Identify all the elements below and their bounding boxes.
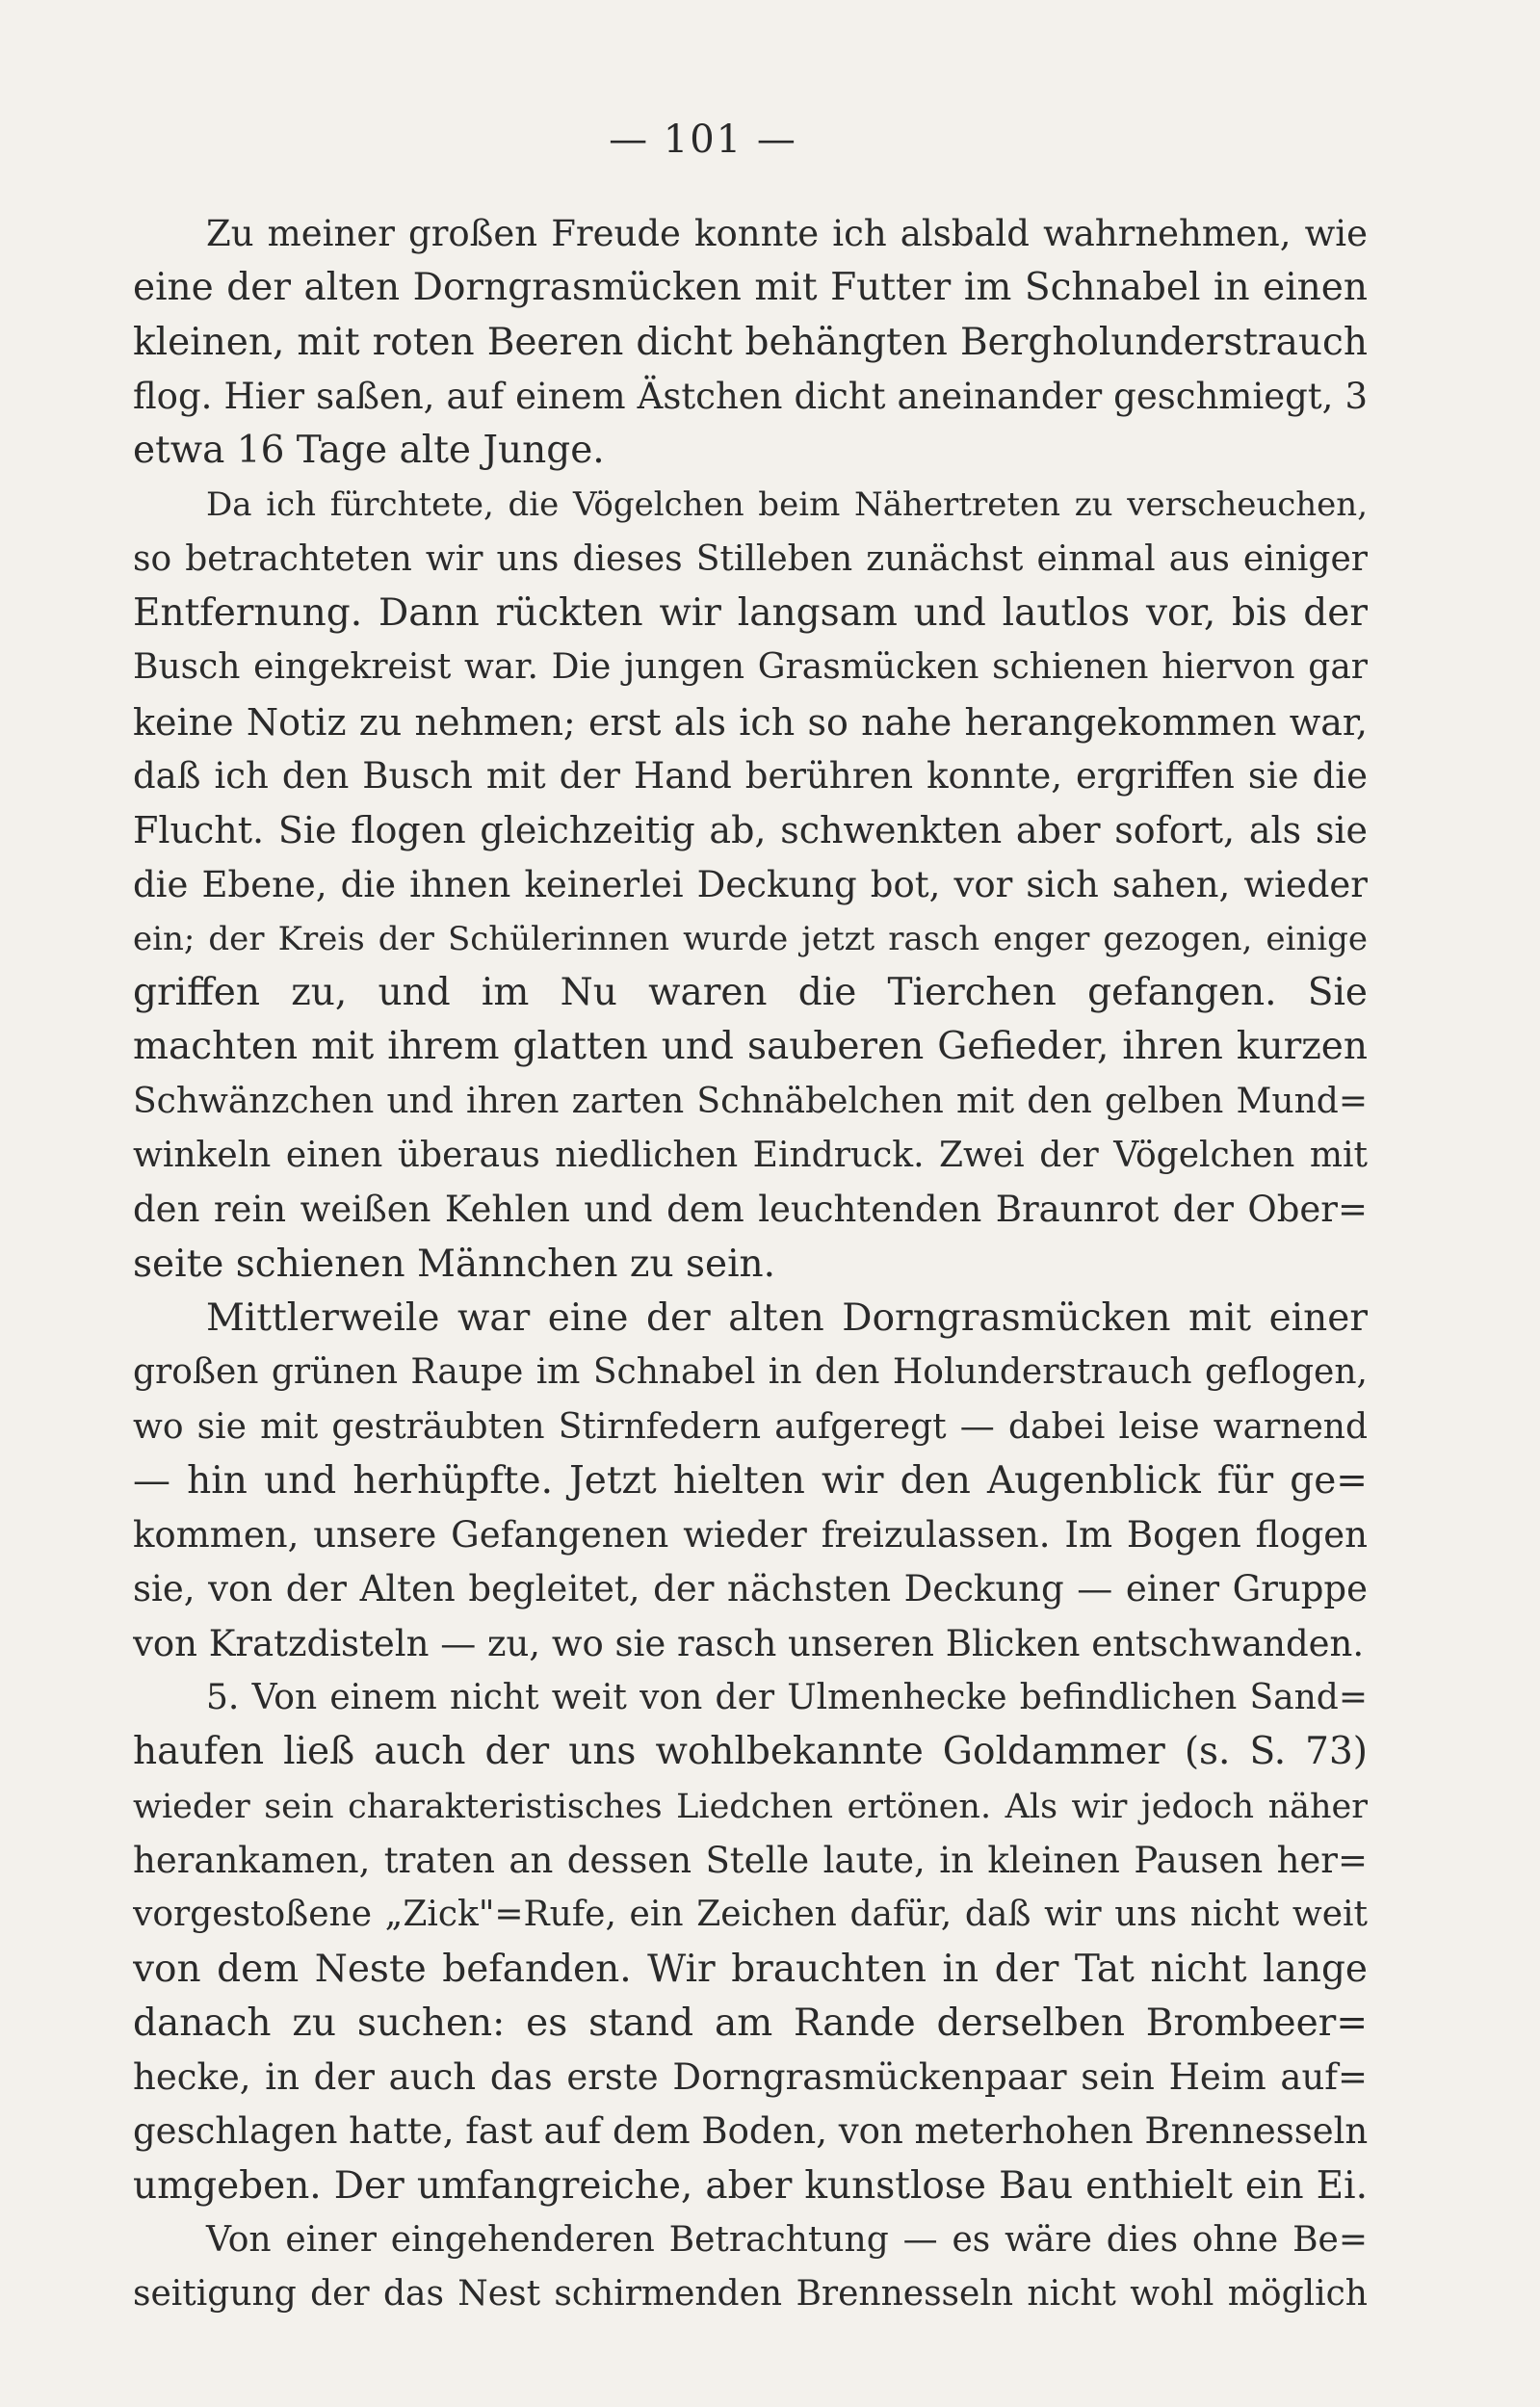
text-line: seite schienen Männchen zu sein. (133, 1242, 776, 1286)
text-line: ein; der Kreis der Schülerinnen wurde jetzt rasch enger gezogen, einige (133, 919, 1368, 958)
text-line: den rein weißen Kehlen und dem leuchtenden Braunrot der Ober= (133, 1189, 1368, 1231)
text-line: vorgestoßene „Zick"=Rufe, ein Zeichen dafür, daß wir uns nicht weit (133, 1895, 1368, 1935)
text-line: wo sie mit gesträubten Stirnfedern aufgeregt — dabei leise warnend (133, 1406, 1368, 1447)
text-line: Zu meiner großen Freude konnte ich alsbald wahrnehmen, wie (206, 213, 1368, 254)
text-line: kleinen, mit roten Beeren dicht behängten Bergholunderstrauch (133, 320, 1368, 364)
text-line: — hin und herhüpfte. Jetzt hielten wir den Augenblick für ge= (133, 1458, 1368, 1503)
text-line: sie, von der Alten begleitet, der nächsten Deckung — einer Gruppe (133, 1568, 1368, 1610)
text-line: Entfernung. Dann rückten wir langsam und lautlos vor, bis der (133, 591, 1368, 636)
text-line: winkeln einen überaus niedlichen Eindruck. Zwei der Vögelchen mit (133, 1136, 1368, 1176)
text-line: kommen, unsere Gefangenen wieder freizulassen. Im Bogen flogen (133, 1514, 1368, 1557)
text-line: daß ich den Busch mit der Hand berühren konnte, ergriffen sie die (133, 754, 1368, 797)
text-line: Flucht. Sie flogen gleichzeitig ab, schwenkten aber sofort, als sie (133, 809, 1368, 852)
text-line: keine Notiz zu nehmen; erst als ich so nahe herangekommen war, (133, 700, 1368, 744)
body-text (133, 207, 1368, 2322)
text-line: die Ebene, die ihnen keinerlei Deckung bot, vor sich sahen, wieder (133, 863, 1368, 905)
text-line: griffen zu, und im Nu waren die Tierchen gefangen. Sie (133, 971, 1368, 1015)
text-line: Mittlerweile war eine der alten Dorngrasmücken mit einer (206, 1295, 1368, 1340)
text-line: herankamen, traten an dessen Stelle laute, in kleinen Pausen her= (133, 1839, 1368, 1881)
text-line: umgeben. Der umfangreiche, aber kunstlose Bau enthielt ein Ei. (133, 2163, 1368, 2208)
text-line: haufen ließ auch der uns wohlbekannte Goldammer (s. S. 73) (133, 1730, 1368, 1774)
text-line: machten mit ihrem glatten und sauberen Gefieder, ihren kurzen (133, 1025, 1368, 1069)
text-line: geschlagen hatte, fast auf dem Boden, von meterhohen Brennesseln (133, 2110, 1368, 2153)
text-line: von Kratzdisteln — zu, wo sie rasch unseren Blicken entschwanden. (133, 1622, 1365, 1664)
text-line: seitigung der das Nest schirmenden Brennesseln nicht wohl möglich (133, 2274, 1368, 2315)
text-line: flog. Hier saßen, auf einem Ästchen dicht aneinander geschmiegt, 3 (133, 375, 1368, 417)
text-line: etwa 16 Tage alte Junge. (133, 429, 605, 473)
text-line: 5. Von einem nicht weit von der Ulmenhecke befindlichen Sand= (206, 1678, 1368, 1718)
text-line: so betrachteten wir uns dieses Stilleben zunächst einmal aus einiger (133, 538, 1368, 579)
text-line: von dem Neste befanden. Wir brauchten in der Tat nicht lange (133, 1947, 1368, 1991)
text-line: hecke, in der auch das erste Dorngrasmückenpaar sein Heim auf= (133, 2056, 1368, 2099)
page-number: — 101 — (609, 118, 797, 162)
text-line: Schwänzchen und ihren zarten Schnäbelchen mit den gelben Mund= (133, 1081, 1368, 1121)
text-line: großen grünen Raupe im Schnabel in den Holunderstrauch geflogen, (133, 1352, 1368, 1393)
text-line: danach zu suchen: es stand am Rande derselben Brombeer= (133, 2001, 1368, 2045)
text-line: Von einer eingehenderen Betrachtung — es wäre dies ohne Be= (206, 2219, 1368, 2260)
text-line: Da ich fürchtete, die Vögelchen beim Nähertreten zu verscheuchen, (206, 485, 1368, 525)
text-line: Busch eingekreist war. Die jungen Grasmücken schienen hiervon gar (133, 647, 1368, 688)
text-line: wieder sein charakteristisches Liedchen ertönen. Als wir jedoch näher (133, 1787, 1368, 1826)
text-line: eine der alten Dorngrasmücken mit Futter im Schnabel in einen (133, 266, 1368, 310)
